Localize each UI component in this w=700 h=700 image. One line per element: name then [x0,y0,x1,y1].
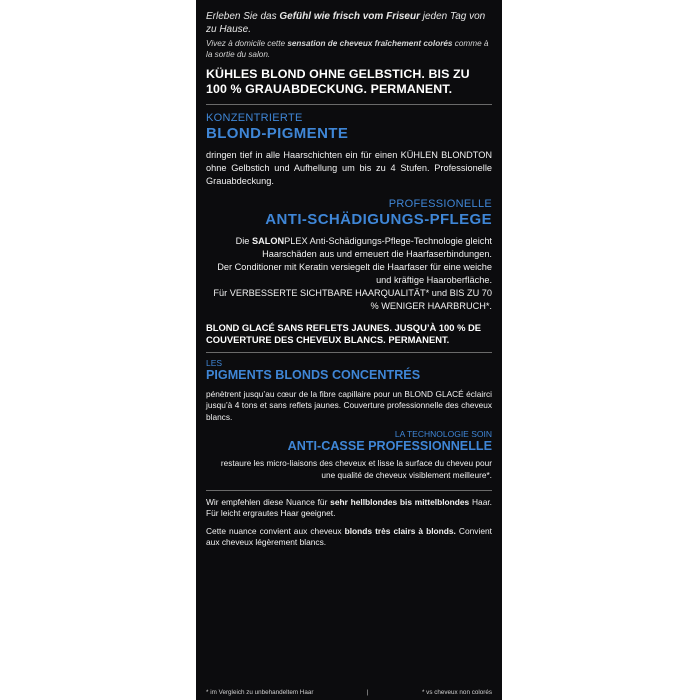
section-pigments-title: PIGMENTS BLONDS CONCENTRÉS [206,368,421,382]
haarqualitaet-text: Für VERBESSERTE SICHTBARE HAARQUALITÄT* und BIS ZU 70 % WENIGER HAARBRUCH*. [213,288,492,311]
headline-german: KÜHLES BLOND OHNE GELBSTICH. BIS ZU 100 % GRAUABDECKUNG. PERMANENT. [206,67,470,96]
section-blond-pigmente-text: dringen tief in alle Haarschichten ein für einen KÜHLEN BLONDTON ohne Gelbstich und Aufhellung um bis zu 4 Stufen. Professionelle Grauabdeckung. [206,150,492,186]
conditioner-text: Der Conditioner mit Keratin versiegelt die Haarfaser für eine weiche und kräftige Haaroberfläche. [217,262,492,285]
footnote [206,689,492,696]
section-pigments-text: pénètrent jusqu’au cœur de la fibre capillaire pour un BLOND GLACÉ éclairci jusqu’à 4 tons et sans reflets jaunes. Couverture professionnelle des cheveux blancs. [206,389,492,422]
section-technologie-label: LA TECHNOLOGIE SOIN [394,429,492,440]
divider [206,104,492,105]
section-anti-casse-text: restaure les micro-liaisons des cheveux et lisse la surface du cheveu pour une qualité de cheveux visiblement meilleure*. [220,458,492,480]
section-blond-pigmente-title: BLOND-PIGMENTE [206,125,349,142]
product-info-panel [196,0,502,700]
section-les-label: LES [206,358,223,368]
recommendation-french: Cette nuance convient aux cheveux blonds très clairs à blonds. Convient aux cheveux légèrement blancs. [206,525,492,548]
footnote-french: * vs cheveux non colorés [421,689,492,696]
intro-german: Erleben Sie das Gefühl wie frisch vom Friseur jeden Tag von zu Hause. [206,11,486,35]
section-anti-schaedigung-title: ANTI-SCHÄDIGUNGS-PFLEGE [265,211,492,228]
salonplex-text: Die SALONPLEX Anti-Schädigungs-Pflege-Technologie gleicht Haarschäden aus und erneuert die Haarfaserbindungen. [235,236,492,259]
headline-french: BLOND GLACÉ SANS REFLETS JAUNES. JUSQU’À 100 % DE COUVERTURE DES CHEVEUX BLANCS. PERMANENT. [206,322,482,345]
footnote-german: * im Vergleich zu unbehandeltem Haar [206,689,314,696]
section-anti-casse-title: ANTI-CASSE PROFESSIONNELLE [287,439,492,454]
intro-french: Vivez à domicile cette sensation de cheveux fraîchement colorés comme à la sortie du salon. [206,39,489,59]
divider [206,352,492,353]
section-konzentrierte-label: KONZENTRIERTE [206,112,303,124]
footnote-separator: | [366,689,369,696]
recommendation-german: Wir empfehlen diese Nuance für sehr hellblondes bis mittelblondes Haar. Für leicht ergrautes Haar geeignet. [206,497,492,519]
divider [206,490,492,491]
section-professionelle-label: PROFESSIONELLE [388,198,492,210]
